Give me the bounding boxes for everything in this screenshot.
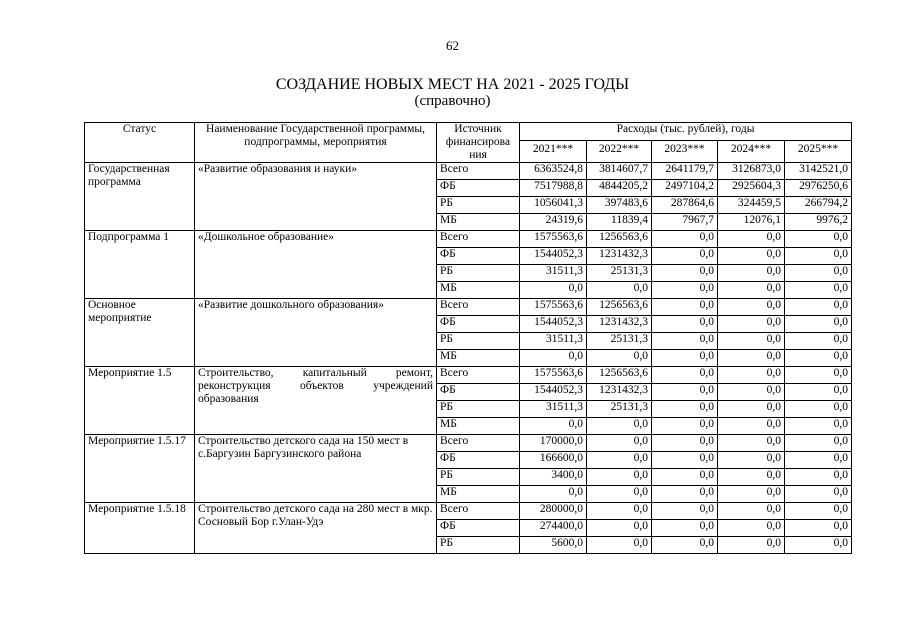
document-title: СОЗДАНИЕ НОВЫХ МЕСТ НА 2021 - 2025 ГОДЫ	[275, 76, 630, 93]
amount-cell: 1056041,3	[520, 197, 587, 214]
amount-cell: 0,0	[718, 248, 785, 265]
amount-cell: 0,0	[652, 452, 718, 469]
funding-source-cell: МБ	[437, 350, 520, 367]
header-status: Статус	[85, 123, 195, 163]
amount-cell: 0,0	[652, 282, 718, 299]
amount-cell: 0,0	[652, 520, 718, 537]
amount-cell: 0,0	[718, 367, 785, 384]
funding-source-cell: ФБ	[437, 180, 520, 197]
amount-cell: 0,0	[785, 265, 852, 282]
amount-cell: 3142521,0	[785, 163, 852, 180]
table-row	[85, 299, 852, 316]
program-name-cell: Строительство детского сада на 280 мест в мкр. Сосновый Бор г.Улан-Удэ	[195, 503, 437, 554]
amount-cell: 280000,0	[520, 503, 587, 520]
amount-cell: 1231432,3	[587, 316, 652, 333]
status-cell: Мероприятие 1.5	[85, 367, 195, 435]
amount-cell: 0,0	[718, 265, 785, 282]
amount-cell: 0,0	[652, 299, 718, 316]
amount-cell: 25131,3	[587, 401, 652, 418]
amount-cell: 266794,2	[785, 197, 852, 214]
header-source: Источник финансирова ния	[437, 123, 520, 163]
amount-cell: 324459,5	[718, 197, 785, 214]
amount-cell: 0,0	[718, 486, 785, 503]
amount-cell: 1231432,3	[587, 248, 652, 265]
amount-cell: 0,0	[652, 265, 718, 282]
amount-cell: 7967,7	[652, 214, 718, 231]
amount-cell: 0,0	[718, 401, 785, 418]
amount-cell: 0,0	[587, 503, 652, 520]
amount-cell: 287864,6	[652, 197, 718, 214]
amount-cell: 0,0	[652, 486, 718, 503]
program-name-cell: Строительство детского сада на 150 мест в с.Баргузин Баргузинского района	[195, 435, 437, 503]
amount-cell: 0,0	[652, 503, 718, 520]
amount-cell: 0,0	[718, 435, 785, 452]
status-cell: Подпрограмма 1	[85, 231, 195, 299]
amount-cell: 25131,3	[587, 333, 652, 350]
amount-cell: 0,0	[785, 350, 852, 367]
funding-source-cell: РБ	[437, 197, 520, 214]
amount-cell: 3126873,0	[718, 163, 785, 180]
amount-cell: 0,0	[785, 503, 852, 520]
table-row	[85, 367, 852, 384]
amount-cell: 0,0	[587, 350, 652, 367]
amount-cell: 0,0	[718, 384, 785, 401]
amount-cell: 0,0	[652, 316, 718, 333]
amount-cell: 0,0	[785, 248, 852, 265]
amount-cell: 166600,0	[520, 452, 587, 469]
amount-cell: 3400,0	[520, 469, 587, 486]
status-cell: Мероприятие 1.5.17	[85, 435, 195, 503]
amount-cell: 11839,4	[587, 214, 652, 231]
funding-source-cell: Всего	[437, 503, 520, 520]
amount-cell: 9976,2	[785, 214, 852, 231]
amount-cell: 31511,3	[520, 265, 587, 282]
amount-cell: 0,0	[652, 367, 718, 384]
amount-cell: 6363524,8	[520, 163, 587, 180]
funding-source-cell: Всего	[437, 367, 520, 384]
funding-source-cell: РБ	[437, 401, 520, 418]
amount-cell: 397483,6	[587, 197, 652, 214]
amount-cell: 7517988,8	[520, 180, 587, 197]
amount-cell: 3814607,7	[587, 163, 652, 180]
header-year: 2024***	[718, 141, 785, 163]
amount-cell: 0,0	[520, 350, 587, 367]
amount-cell: 0,0	[587, 418, 652, 435]
amount-cell: 0,0	[652, 248, 718, 265]
funding-source-cell: Всего	[437, 435, 520, 452]
expenses-table	[84, 122, 852, 554]
status-cell: Государственная программа	[85, 163, 195, 231]
amount-cell: 1544052,3	[520, 384, 587, 401]
table-body	[85, 163, 852, 554]
amount-cell: 1544052,3	[520, 316, 587, 333]
funding-source-cell: РБ	[437, 333, 520, 350]
amount-cell: 0,0	[587, 469, 652, 486]
amount-cell: 0,0	[785, 401, 852, 418]
amount-cell: 2497104,2	[652, 180, 718, 197]
header-year: 2022***	[587, 141, 652, 163]
program-name-cell: «Развитие дошкольного образования»	[195, 299, 437, 367]
amount-cell: 4844205,2	[587, 180, 652, 197]
amount-cell: 0,0	[718, 333, 785, 350]
table-row	[85, 231, 852, 248]
amount-cell: 170000,0	[520, 435, 587, 452]
amount-cell: 0,0	[587, 486, 652, 503]
funding-source-cell: ФБ	[437, 384, 520, 401]
table-row	[85, 503, 852, 520]
amount-cell: 1256563,6	[587, 231, 652, 248]
amount-cell: 0,0	[785, 418, 852, 435]
funding-source-cell: ФБ	[437, 316, 520, 333]
amount-cell: 0,0	[785, 384, 852, 401]
amount-cell: 0,0	[785, 452, 852, 469]
program-name-cell: Строительство, капитальный ремонт, реконструкция объектов учреждений образования	[195, 367, 437, 435]
amount-cell: 31511,3	[520, 401, 587, 418]
amount-cell: 12076,1	[718, 214, 785, 231]
funding-source-cell: МБ	[437, 214, 520, 231]
table-row	[85, 435, 852, 452]
amount-cell: 0,0	[718, 537, 785, 554]
amount-cell: 0,0	[718, 520, 785, 537]
funding-source-cell: Всего	[437, 231, 520, 248]
funding-source-cell: ФБ	[437, 452, 520, 469]
amount-cell: 2925604,3	[718, 180, 785, 197]
amount-cell: 0,0	[785, 537, 852, 554]
amount-cell: 0,0	[652, 418, 718, 435]
funding-source-cell: ФБ	[437, 248, 520, 265]
amount-cell: 31511,3	[520, 333, 587, 350]
amount-cell: 1575563,6	[520, 299, 587, 316]
amount-cell: 0,0	[785, 435, 852, 452]
amount-cell: 0,0	[520, 418, 587, 435]
amount-cell: 0,0	[652, 469, 718, 486]
amount-cell: 0,0	[785, 333, 852, 350]
funding-source-cell: МБ	[437, 282, 520, 299]
header-expenses: Расходы (тыс. рублей), годы	[520, 123, 852, 141]
amount-cell: 0,0	[587, 520, 652, 537]
program-name-cell: «Развитие образования и науки»	[195, 163, 437, 231]
status-cell: Основное мероприятие	[85, 299, 195, 367]
amount-cell: 0,0	[785, 231, 852, 248]
funding-source-cell: Всего	[437, 299, 520, 316]
amount-cell: 0,0	[785, 520, 852, 537]
amount-cell: 0,0	[587, 435, 652, 452]
amount-cell: 5600,0	[520, 537, 587, 554]
amount-cell: 0,0	[718, 452, 785, 469]
amount-cell: 0,0	[785, 282, 852, 299]
funding-source-cell: МБ	[437, 486, 520, 503]
header-name: Наименование Государственной программы, подпрограммы, мероприятия	[195, 123, 437, 163]
amount-cell: 0,0	[718, 299, 785, 316]
amount-cell: 0,0	[718, 469, 785, 486]
amount-cell: 0,0	[587, 537, 652, 554]
amount-cell: 0,0	[785, 367, 852, 384]
amount-cell: 0,0	[718, 231, 785, 248]
amount-cell: 274400,0	[520, 520, 587, 537]
amount-cell: 1575563,6	[520, 231, 587, 248]
funding-source-cell: РБ	[437, 537, 520, 554]
funding-source-cell: Всего	[437, 163, 520, 180]
amount-cell: 1231432,3	[587, 384, 652, 401]
amount-cell: 0,0	[587, 452, 652, 469]
amount-cell: 0,0	[718, 350, 785, 367]
status-cell: Мероприятие 1.5.18	[85, 503, 195, 554]
document-subtitle: (справочно)	[414, 93, 491, 109]
amount-cell: 0,0	[785, 469, 852, 486]
page-number: 62	[446, 38, 459, 53]
amount-cell: 0,0	[652, 350, 718, 367]
amount-cell: 0,0	[587, 282, 652, 299]
amount-cell: 2976250,6	[785, 180, 852, 197]
funding-source-cell: РБ	[437, 469, 520, 486]
amount-cell: 0,0	[652, 231, 718, 248]
program-name-cell: «Дошкольное образование»	[195, 231, 437, 299]
amount-cell: 0,0	[520, 282, 587, 299]
funding-source-cell: РБ	[437, 265, 520, 282]
amount-cell: 1544052,3	[520, 248, 587, 265]
header-year: 2023***	[652, 141, 718, 163]
amount-cell: 0,0	[785, 486, 852, 503]
amount-cell: 0,0	[652, 401, 718, 418]
funding-source-cell: МБ	[437, 418, 520, 435]
amount-cell: 0,0	[652, 333, 718, 350]
amount-cell: 25131,3	[587, 265, 652, 282]
amount-cell: 0,0	[718, 418, 785, 435]
amount-cell: 0,0	[652, 537, 718, 554]
table-row	[85, 163, 852, 180]
funding-source-cell: ФБ	[437, 520, 520, 537]
amount-cell: 0,0	[718, 503, 785, 520]
amount-cell: 0,0	[520, 486, 587, 503]
amount-cell: 0,0	[785, 316, 852, 333]
amount-cell: 1256563,6	[587, 299, 652, 316]
amount-cell: 0,0	[652, 384, 718, 401]
header-year: 2025***	[785, 141, 852, 163]
amount-cell: 0,0	[718, 282, 785, 299]
amount-cell: 24319,6	[520, 214, 587, 231]
amount-cell: 1575563,6	[520, 367, 587, 384]
amount-cell: 0,0	[718, 316, 785, 333]
amount-cell: 1256563,6	[587, 367, 652, 384]
header-year: 2021***	[520, 141, 587, 163]
amount-cell: 2641179,7	[652, 163, 718, 180]
amount-cell: 0,0	[785, 299, 852, 316]
amount-cell: 0,0	[652, 435, 718, 452]
